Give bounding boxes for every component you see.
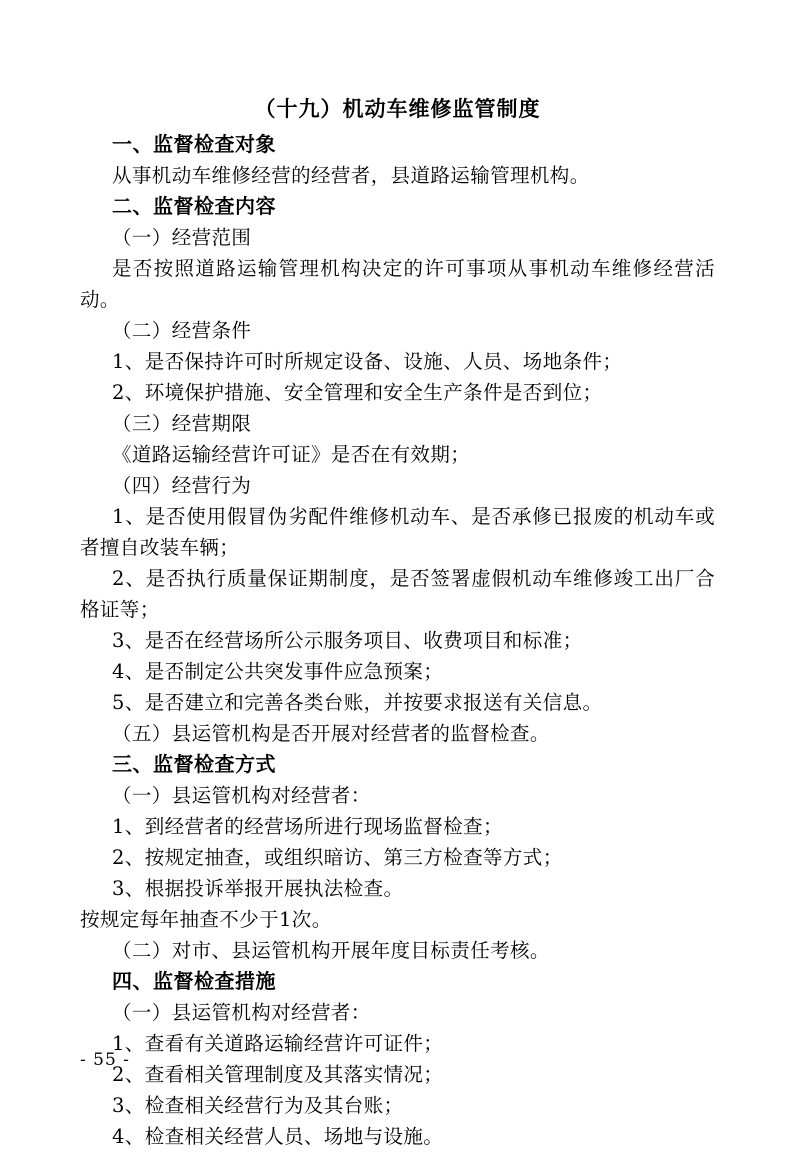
- paragraph: 2、查看相关管理制度及其落实情况；: [112, 1063, 444, 1086]
- page-number: - 55 -: [80, 1050, 130, 1070]
- section-heading: 二、监督检查内容: [112, 194, 276, 218]
- paragraph: 1、是否使用假冒伪劣配件维修机动车、是否承修已报废的机动车或者擅自改装车辆；: [80, 505, 715, 559]
- paragraph: 从事机动车维修经营的经营者，县道路运输管理机构。: [112, 164, 590, 187]
- paragraph: （一）县运管机构对经营者：: [112, 784, 371, 807]
- paragraph: 是否按照道路运输管理机构决定的许可事项从事机动车维修经营活动。: [80, 257, 715, 311]
- paragraph: 1、是否保持许可时所规定设备、设施、人员、场地条件；: [112, 350, 623, 373]
- paragraph: 3、是否在经营场所公示服务项目、收费项目和标准；: [112, 629, 583, 652]
- paragraph: （二）对市、县运管机构开展年度目标责任考核。: [112, 939, 550, 962]
- section-heading: 四、监督检查措施: [112, 969, 276, 993]
- paragraph: 4、检查相关经营人员、场地与设施。: [112, 1125, 444, 1148]
- paragraph: 4、是否制定公共突发事件应急预案；: [112, 660, 444, 683]
- paragraph: 1、查看有关道路运输经营许可证件；: [112, 1032, 444, 1055]
- paragraph: （二）经营条件: [112, 319, 252, 342]
- paragraph: 2、是否执行质量保证期制度，是否签署虚假机动车维修竣工出厂合格证等；: [80, 567, 715, 621]
- paragraph: （三）经营期限: [112, 412, 252, 435]
- paragraph: （一）经营范围: [112, 226, 252, 249]
- paragraph: 3、根据投诉举报开展执法检查。: [112, 877, 404, 900]
- paragraph: 1、到经营者的经营场所进行现场监督检查；: [112, 815, 503, 838]
- section-heading: 三、监督检查方式: [112, 752, 276, 776]
- paragraph: （五）县运管机构是否开展对经营者的监督检查。: [112, 722, 550, 745]
- paragraph: 2、按规定抽查，或组织暗访、第三方检查等方式；: [112, 846, 563, 869]
- paragraph: 3、检查相关经营行为及其台账；: [112, 1094, 404, 1117]
- paragraph: （四）经营行为: [112, 474, 252, 497]
- paragraph: 按规定每年抽查不少于1次。: [80, 908, 332, 931]
- paragraph: 2、环境保护措施、安全管理和安全生产条件是否到位；: [112, 381, 603, 404]
- paragraph: （一）县运管机构对经营者：: [112, 1001, 371, 1024]
- page-title: （十九）机动车维修监管制度: [254, 96, 541, 121]
- section-heading: 一、监督检查对象: [112, 132, 276, 156]
- paragraph: 《道路运输经营许可证》是否在有效期；: [112, 443, 471, 466]
- paragraph: 5、是否建立和完善各类台账，并按要求报送有关信息。: [112, 691, 603, 714]
